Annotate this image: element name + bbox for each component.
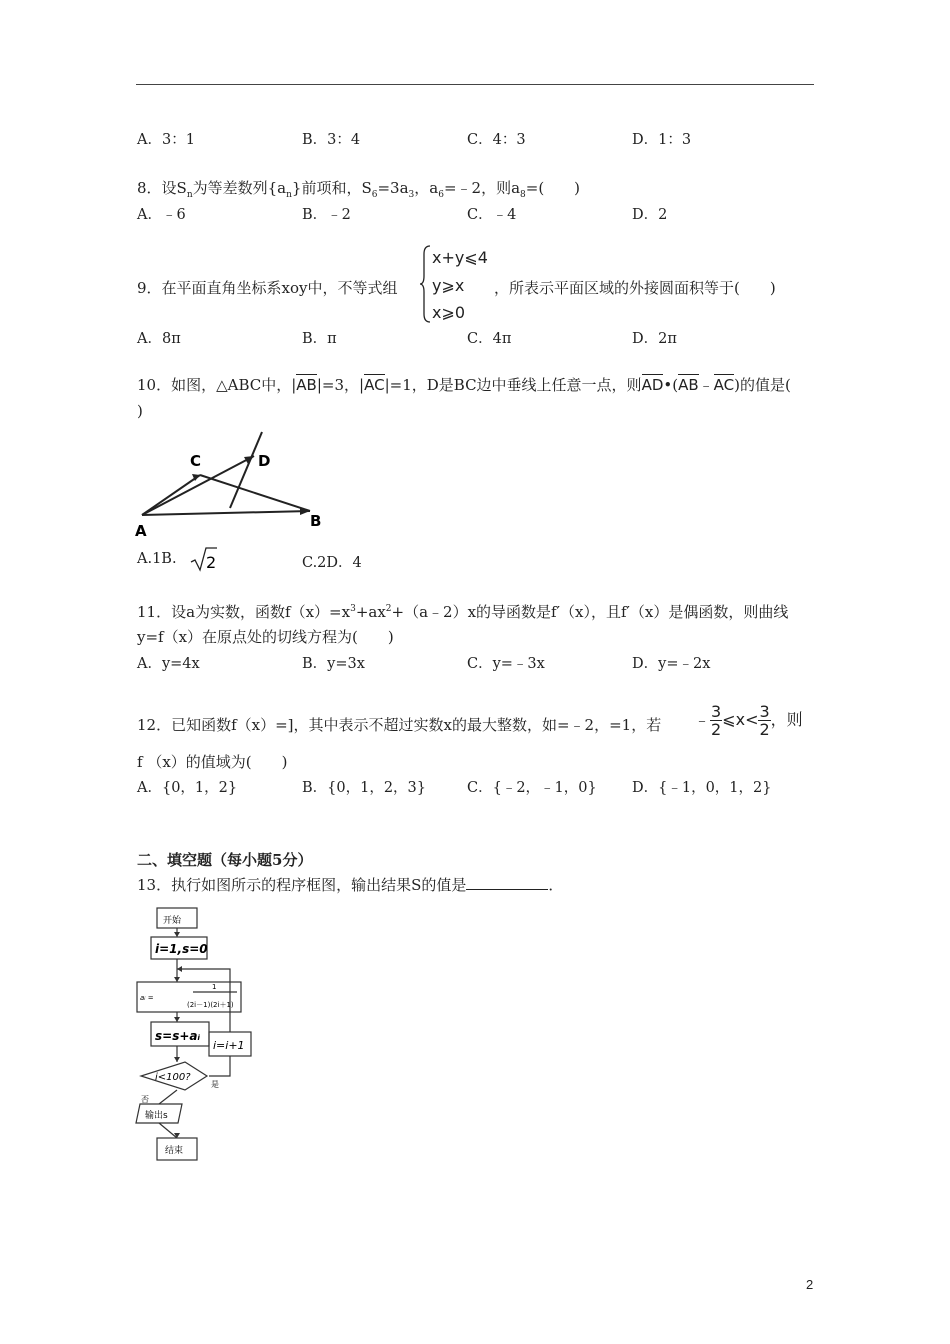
page-number: 2 [806, 1277, 814, 1292]
q8-option-b: B．﹣2 [302, 207, 351, 223]
header-rule [136, 84, 814, 85]
q10-stem-line2: ) [137, 402, 143, 420]
q11-option-c: C．y=﹣3x [467, 656, 545, 672]
q9-suffix: ，所表示平面区域的外接圆面积等于( ) [494, 279, 776, 297]
q8-option-c: C．﹣4 [467, 207, 517, 223]
flow-yes-label: 是 [211, 1080, 219, 1089]
section-title-fill-in: 二、填空题（每小题5分） [137, 851, 313, 869]
q11-option-d: D．y=﹣2x [632, 656, 711, 672]
q10-label-c: C [190, 452, 202, 470]
flow-condition: i<100? [155, 1072, 191, 1083]
q9-prefix: 9．在平面直角坐标系xoy中，不等式组 [137, 279, 398, 297]
q9-system-line-1: x+y⩽4 [432, 248, 488, 267]
q12-option-a: A．{0，1，2} [137, 780, 238, 796]
q7-option-c: C．4：3 [467, 132, 526, 148]
q10-label-a: A [135, 522, 147, 540]
q8-stem: 8．设$S_n$为等差数列$\{a_n\}$前项和，$S_6=3a_3$，$a_6=﹣2$，则$a_8=$( ) [137, 179, 581, 200]
flow-formula-den: (2i－1)(2i＋1) [187, 1001, 234, 1009]
q11-option-b: B．y=3x [302, 656, 365, 672]
q9-system-line-2: y⩾x [432, 276, 465, 295]
q12-stem-line2: f （x）的值域为( ) [137, 753, 288, 771]
q9-option-a: A．8π [137, 331, 181, 347]
q12-option-c: C．{﹣2，﹣1，0} [467, 780, 597, 796]
q9-option-d: D．2π [632, 331, 677, 347]
flow-no-label: 否 [141, 1095, 149, 1104]
q7-option-a: A．3：1 [137, 132, 195, 148]
q7-option-d: D．1：3 [632, 132, 692, 148]
q10-sqrt-icon [189, 545, 219, 573]
q10-options-cd: C.2D．4 [302, 555, 362, 571]
q12-option-d: D．{﹣1，0，1，2} [632, 780, 772, 796]
svg-text:2: 2 [206, 553, 217, 572]
flow-end: 结束 [165, 1146, 184, 1156]
q12-inequality: ﹣ $\frac{3}{2}$ ⩽x< $\frac{3}{2}$ ，则 [694, 702, 803, 739]
q10-options-ab: A.1B. [137, 551, 177, 567]
flow-start: 开始 [163, 916, 182, 926]
flow-increment: i=i+1 [213, 1039, 245, 1052]
q9-system-line-3: x⩾0 [432, 303, 466, 322]
q7-option-b: B．3：4 [302, 132, 361, 148]
flow-formula-left: aᵢ = [140, 994, 154, 1002]
q11-option-a: A．y=4x [137, 656, 200, 672]
q9-option-c: C．4π [467, 331, 512, 347]
q10-label-d: D [258, 452, 271, 470]
q12-stem-line1: 12．已知函数f（x）=]，其中表示不超过实数x的最大整数，如=﹣2，=1，若 [137, 716, 662, 734]
q11-stem-line2: y=f（x）在原点处的切线方程为( ) [137, 628, 394, 646]
flow-formula-num: 1 [212, 983, 217, 991]
q10-stem: 10．如图，△ABC中，|AB|=3，|AC|=1，D是BC边中垂线上任意一点，则AD•(AB﹣AC)的值是( [137, 376, 791, 394]
q12-option-b: B．{0，1，2，3} [302, 780, 427, 796]
flow-output: 输出s [145, 1111, 168, 1121]
q8-option-d: D．2 [632, 207, 668, 223]
q13-stem: 13．执行如图所示的程序框图，输出结果S的值是 ． [137, 876, 564, 894]
q13-flowchart [135, 904, 260, 1166]
q9-option-b: B．π [302, 331, 337, 347]
q10-label-b: B [310, 512, 322, 530]
q8-option-a: A．﹣6 [137, 207, 186, 223]
flow-update: s=s+aᵢ [155, 1029, 201, 1043]
flow-init: i=1,s=0 [155, 942, 208, 956]
q13-answer-blank [466, 875, 548, 890]
q11-stem-line1: 11．设a为实数，函数$f(x)=x^3+ax^2+(a﹣2)x$的导函数是f′（x），且f′（x）是偶函数，则曲线 [137, 603, 789, 621]
q10-triangle-figure [132, 428, 332, 543]
